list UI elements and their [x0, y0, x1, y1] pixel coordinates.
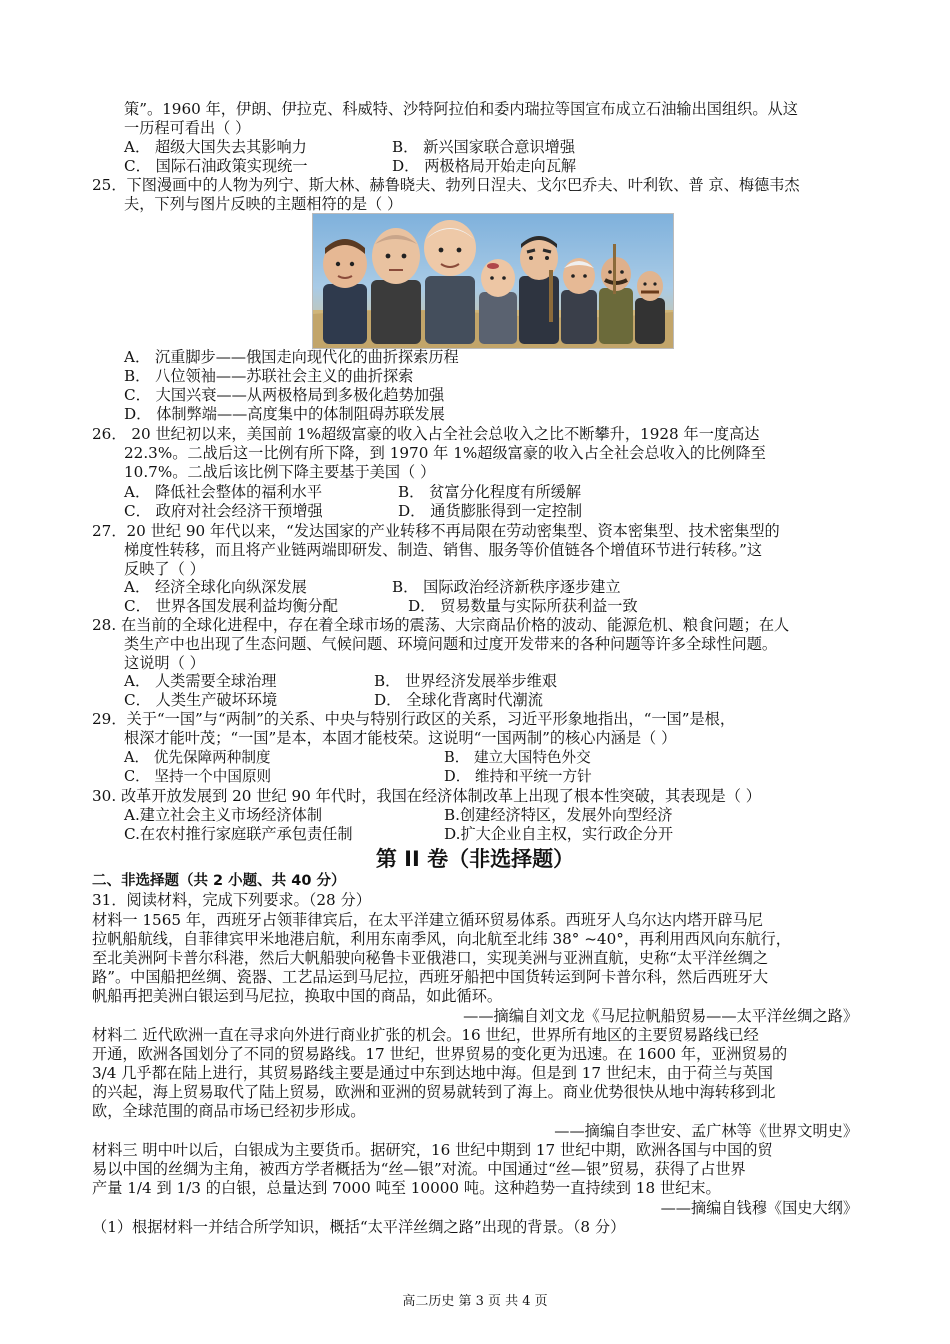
q28-stem-2: 类生产中也出现了生态问题、气候问题、环境问题和过度开发带来的各种问题等许多全球性问题。	[124, 635, 778, 653]
q30-option-a: A.建立社会主义市场经济体制	[124, 806, 323, 824]
q29-stem-1: 29．关于“一国”与“两制”的关系、中央与特别行政区的关系，习近平形象地指出，“一国”是根，	[92, 710, 736, 728]
q28-stem-1: 28. 在当前的全球化进程中，存在着全球市场的震荡、大宗商品价格的波动、能源危机、粮食问题；在人	[92, 616, 790, 634]
q24-option-d: D． 两极格局开始走向瓦解	[392, 157, 577, 175]
material-3-line: 材料三 明中叶以后，白银成为主要货币。据研究，16 世纪中期到 17 世纪中期，欧洲各国与中国的贸	[92, 1141, 773, 1159]
q27-option-c: C． 世界各国发展利益均衡分配	[124, 597, 338, 615]
q26-option-b: B． 贫富分化程度有所缓解	[398, 483, 582, 501]
q24-text-2: 一历程可看出（ ）	[124, 119, 251, 137]
q28-stem-3: 这说明（ ）	[124, 654, 205, 672]
material-2-line: 材料二 近代欧洲一直在寻求向外进行商业扩张的机会。16 世纪，世界所有地区的主要贸易路线已经	[92, 1026, 759, 1044]
q25-option-d: D． 体制弊端——高度集中的体制阻碍苏联发展	[124, 405, 445, 423]
material-1-line: 材料一 1565 年，西班牙占领菲律宾后，在太平洋建立循环贸易体系。西班牙人乌尔达内塔开辟马尼	[92, 911, 763, 929]
q30-option-c: C.在农村推行家庭联产承包责任制	[124, 825, 353, 843]
q29-option-b: B． 建立大国特色外交	[444, 749, 591, 766]
q30-option-d: D.扩大企业自主权，实行政企分开	[444, 825, 674, 843]
material-1-line: 路”。中国船把丝绸、瓷器、工艺品运到马尼拉，西班牙船把中国货转运到阿卡普尔科，然后西班牙大	[92, 968, 769, 986]
q29-option-a: A． 优先保障两种制度	[124, 749, 271, 766]
q26-option-c: C． 政府对社会经济干预增强	[124, 502, 323, 520]
material-1-line: 拉帆船航线，自菲律宾甲米地港启航，利用东南季风，向北航至北纬 38° ~40°，再利用西风向东航行，	[92, 930, 791, 948]
q26-option-d: D． 通货膨胀得到一定控制	[398, 502, 583, 520]
q24-option-c: C． 国际石油政策实现统一	[124, 157, 308, 175]
material-2-line: 开通，欧洲各国划分了不同的贸易路线。17 世纪，世界贸易的变化更为迅速。在 1600 年，亚洲贸易的	[92, 1045, 788, 1063]
q29-option-d: D． 维持和平统一方针	[444, 768, 592, 785]
material-1-line: 至北美洲阿卡普尔科港，然后大帆船驶向秘鲁卡亚俄港口，实现美洲与亚洲直航，史称“太平洋丝绸之	[92, 949, 769, 967]
q28-option-d: D． 全球化背离时代潮流	[374, 691, 543, 709]
q25-stem-2: 夫，下列与图片反映的主题相符的是（ ）	[124, 195, 403, 213]
q27-stem-2: 梯度性转移，而且将产业链两端即研发、制造、销售、服务等价值链各个增值环节进行转移。”这	[124, 541, 763, 559]
q26-option-a: A． 降低社会整体的福利水平	[124, 483, 323, 501]
q26-stem-3: 10.7%。二战后该比例下降主要基于美国（ ）	[124, 463, 436, 481]
q25-option-c: C． 大国兴衰——从两极格局到多极化趋势加强	[124, 386, 445, 404]
material-3-line: 产量 1/4 到 1/3 的白银，总量达到 7000 吨至 10000 吨。这种趋势一直持续到 18 世纪末。	[92, 1179, 721, 1197]
material-2-line: 3/4 几乎都在陆上进行，其贸易路线主要是通过中东到达地中海。但是到 17 世纪末，由于荷兰与英国	[92, 1064, 773, 1082]
leaders-cartoon-image	[312, 213, 674, 349]
q29-option-c: C． 坚持一个中国原则	[124, 768, 272, 785]
q24-option-a: A． 超级大国失去其影响力	[124, 138, 307, 156]
material-2-line: 欧，全球范围的商品市场已经初步形成。	[92, 1102, 366, 1120]
q27-option-d: D． 贸易数量与实际所获利益一致	[408, 597, 638, 615]
q26-stem-1: 26． 20 世纪初以来，美国前 1%超级富豪的收入占全社会总收入之比不断攀升，1928 年一度高达	[92, 425, 760, 443]
section-heading: 二、非选择题（共 2 小题、共 40 分）	[92, 873, 346, 889]
material-3-source: ——摘编自钱穆《国史大纲》	[660, 1199, 858, 1217]
q28-option-b: B． 世界经济发展举步维艰	[374, 672, 558, 690]
section-title: 第 II 卷（非选择题）	[375, 847, 575, 871]
q27-option-a: A． 经济全球化向纵深发展	[124, 578, 307, 596]
material-3-line: 易以中国的丝绸为主角，被西方学者概括为“丝—银”对流。中国通过“丝—银”贸易，获得了占世界	[92, 1160, 746, 1178]
q29-stem-2: 根深才能叶茂；“一国”是本，本固才能枝荣。这说明“一国两制”的核心内涵是（ ）	[124, 729, 677, 747]
page-footer: 高二历史 第 3 页 共 4 页	[402, 1294, 548, 1309]
q24-text-1: 策”。1960 年，伊朗、伊拉克、科威特、沙特阿拉伯和委内瑞拉等国宣布成立石油输出国组织。从这	[124, 100, 798, 118]
material-2-line: 的兴起，海上贸易取代了陆上贸易，欧洲和亚洲的贸易就转到了海上。商业优势很快从地中海转移到北	[92, 1083, 776, 1101]
q28-option-c: C． 人类生产破坏环境	[124, 691, 278, 709]
material-2-source: ——摘编自李世安、孟广林等《世界文明史》	[554, 1122, 858, 1140]
q27-stem-3: 反映了（ ）	[124, 560, 205, 578]
q25-option-a: A． 沉重脚步——俄国走向现代化的曲折探索历程	[124, 348, 459, 366]
q30-option-b: B.创建经济特区，发展外向型经济	[444, 806, 673, 824]
q31-intro: 31．阅读材料，完成下列要求。（28 分）	[92, 891, 371, 909]
q25-option-b: B． 八位领袖——苏联社会主义的曲折探索	[124, 367, 414, 385]
q28-option-a: A． 人类需要全球治理	[124, 672, 277, 690]
q31-subquestion-1: （1）根据材料一并结合所学知识，概括“太平洋丝绸之路”出现的背景。（8 分）	[92, 1218, 626, 1236]
material-1-line: 帆船再把美洲白银运到马尼拉，换取中国的商品，如此循环。	[92, 987, 503, 1005]
material-1-source: ——摘编自刘文龙《马尼拉帆船贸易——太平洋丝绸之路》	[463, 1007, 858, 1025]
q24-option-b: B． 新兴国家联合意识增强	[392, 138, 576, 156]
q30-stem-1: 30. 改革开放发展到 20 世纪 90 年代时，我国在经济体制改革上出现了根本性突破，其表现是（ ）	[92, 787, 761, 805]
q27-option-b: B． 国际政治经济新秩序逐步建立	[392, 578, 621, 596]
q25-stem-1: 25．下图漫画中的人物为列宁、斯大林、赫鲁晓夫、勃列日涅夫、戈尔巴乔夫、叶利钦、普 京、梅德韦杰	[92, 176, 800, 194]
q27-stem-1: 27．20 世纪 90 年代以来，“发达国家的产业转移不再局限在劳动密集型、资本密集型、技术密集型的	[92, 522, 780, 540]
q26-stem-2: 22.3%。二战后这一比例有所下降，到 1970 年 1%超级富豪的收入占全社会总收入的比例降至	[124, 444, 766, 462]
